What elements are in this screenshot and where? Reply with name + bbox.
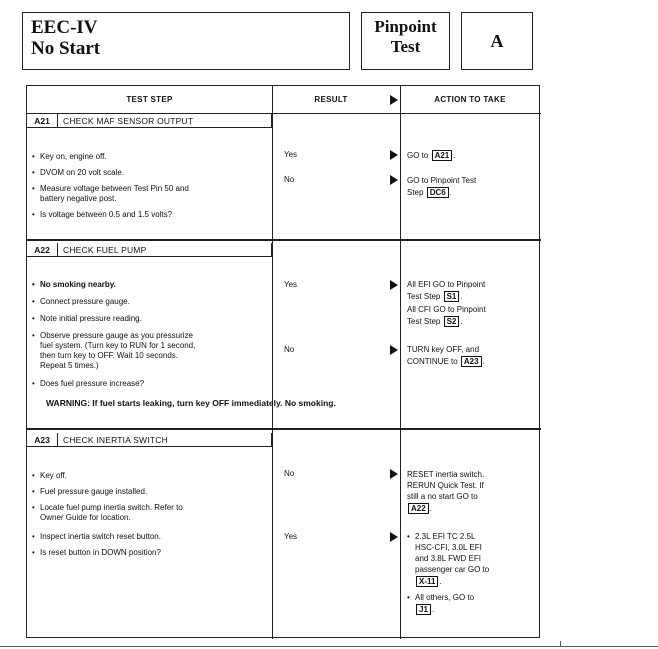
result-yes: Yes [284,280,298,289]
action-a21-no-line2: Step DC6 . [407,188,452,197]
action-a23-no-line1: RESET inertia switch. [407,470,485,479]
action-a22-no-line2: CONTINUE to A23 . [407,357,485,366]
result-no: No [284,345,295,354]
step-label: CHECK MAF SENSOR OUTPUT [63,116,194,126]
bullet-continuation: then turn key to OFF. Wait 10 seconds. [40,351,178,360]
bullet-item: • Is reset button in DOWN position? [32,548,161,558]
bullet-item: • Does fuel pressure increase? [32,379,144,389]
bullet-item: • Measure voltage between Test Pin 50 and [32,184,189,194]
action-a23-yes-b-line1: • All others, GO to [407,593,474,603]
bullet-item: • Fuel pressure gauge installed. [32,487,147,497]
result-arrow-icon [390,345,398,355]
bullet-item: • Note initial pressure reading. [32,314,142,324]
result-arrow-icon [390,532,398,542]
bullet-item: • No smoking nearby. [32,280,116,290]
test-letter-box: A [461,12,533,70]
step-divider [27,428,541,430]
step-tag-a22 [27,243,272,257]
bullet-item: • Key on, engine off. [32,152,107,162]
bullet-item: • DVOM on 20 volt scale. [32,168,124,178]
result-arrow-icon [390,469,398,479]
title-line-1: EEC-IV [31,17,98,38]
column-header-test-step: TEST STEP [126,95,173,104]
ref-j1: J1 [416,604,431,615]
bullet-item: • Is voltage between 0.5 and 1.5 volts? [32,210,172,220]
title-line-2: No Start [31,38,101,59]
warning-text: WARNING: If fuel starts leaking, turn key OFF immediately. No smoking. [46,398,336,408]
result-no: No [284,469,295,478]
ref-x11: X-11 [416,576,438,587]
column-header-result: RESULT [314,95,348,104]
bullet-continuation: Owner Guide for location. [40,513,131,522]
action-a23-no-line2: RERUN Quick Test. If [407,481,484,490]
action-a22-yes-b-line2: Test Step S2 . [407,317,463,326]
page-bottom-tick [560,641,561,647]
action-a21-yes: GO to A21 . [407,151,456,160]
header-arrow-icon [390,95,398,105]
action-a23-yes-a-line1: • 2.3L EFI TC 2.5L [407,532,475,542]
pinpoint-test-box [361,12,450,70]
ref-s2: S2 [444,316,460,327]
title-box [22,12,350,70]
result-yes: Yes [284,150,298,159]
step-id: A22 [27,243,58,256]
column-header-action: ACTION TO TAKE [434,95,506,104]
action-a22-no-line1: TURN key OFF, and [407,345,480,354]
result-arrow-icon [390,280,398,290]
divider-step-result [272,86,273,639]
ref-a22: A22 [408,503,429,514]
action-a23-yes-b-line2: J1 . [415,604,434,615]
pinpoint-line-1: Pinpoint [374,17,437,36]
action-a23-yes-a-line2: HSC-CFI, 3.0L EFI [415,543,482,552]
action-a22-yes-b-line1: All CFI GO to Pinpoint [407,305,486,314]
step-label: CHECK FUEL PUMP [63,245,147,255]
result-arrow-icon [390,150,398,160]
step-label: CHECK INERTIA SWITCH [63,435,168,445]
pinpoint-line-2: Test [390,37,421,56]
action-a21-no-line1: GO to Pinpoint Test [407,176,477,185]
result-yes: Yes [284,532,298,541]
action-a23-yes-a-line4: passenger car GO to [415,565,490,574]
ref-s1: S1 [444,291,460,302]
bullet-item: • Locate fuel pump inertia switch. Refer to [32,503,183,513]
action-a22-yes-a-line2: Test Step S1 . [407,292,463,301]
bullet-item: • Connect pressure gauge. [32,297,130,307]
pinpoint-table [26,85,540,638]
step-tag-a21 [27,114,272,128]
action-a23-yes-a-line3: and 3.8L FWD EFI [415,554,481,563]
ref-a23: A23 [461,356,482,367]
ref-a21: A21 [432,150,453,161]
result-arrow-icon [390,175,398,185]
ref-dc6: DC6 [427,187,449,198]
action-a22-yes-a-line1: All EFI GO to Pinpoint [407,280,486,289]
bullet-continuation: Repeat 5 times.) [40,361,99,370]
bullet-continuation: battery negative post. [40,194,117,203]
step-tag-a23 [27,433,272,447]
bullet-continuation: fuel system. (Turn key to RUN for 1 second, [40,341,196,350]
action-a23-no-line3: still a no start GO to [407,492,478,501]
bullet-item: • Inspect inertia switch reset button. [32,532,161,542]
divider-result-action [400,86,401,639]
action-a23-yes-a-line5: X-11 . [415,576,442,587]
step-divider [27,239,541,241]
bullet-item: • Observe pressure gauge as you pressurize [32,331,193,341]
step-id: A23 [27,433,58,446]
bullet-item: • Key off. [32,471,67,481]
action-a23-no-line4: A22 . [407,503,432,514]
step-id: A21 [27,114,58,127]
result-no: No [284,175,295,184]
